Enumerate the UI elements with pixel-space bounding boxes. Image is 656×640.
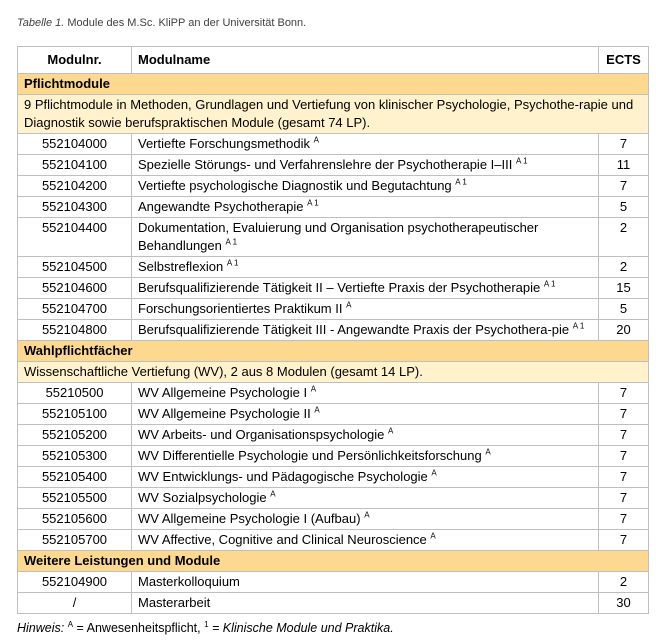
footnote-a-mark: A	[67, 619, 74, 629]
module-name-cell	[132, 404, 599, 425]
module-name: Masterkolloquium	[138, 574, 240, 589]
module-name: Berufsqualifizierende Tätigkeit III - Angewandte Praxis der Psychothera-pie	[138, 322, 570, 337]
module-name-cell	[132, 155, 599, 176]
module-marker: A 1	[515, 156, 528, 166]
module-name: Vertiefte psychologische Diagnostik und Begutachtung	[138, 178, 452, 193]
table-row	[18, 446, 649, 467]
module-marker: A	[310, 384, 317, 394]
module-ects: 7	[599, 530, 649, 551]
module-ects: 7	[599, 467, 649, 488]
section-header-row	[18, 74, 649, 95]
module-marker: A	[270, 489, 276, 499]
module-name: Vertiefte Forschungsmethodik	[138, 136, 310, 151]
module-name: WV Allgemeine Psychologie I	[138, 385, 308, 400]
module-number: 552105500	[18, 488, 132, 509]
table-row	[18, 488, 649, 509]
module-marker: A	[485, 447, 491, 457]
module-marker: A	[430, 531, 436, 541]
module-number: 552104100	[18, 155, 132, 176]
module-name: Berufsqualifizierende Tätigkeit II – Vertiefte Praxis der Psychotherapie	[138, 280, 541, 295]
module-name-cell	[132, 446, 599, 467]
module-name: Forschungsorientiertes Praktikum II	[138, 301, 343, 316]
module-ects: 30	[599, 593, 649, 614]
section-header-row	[18, 551, 649, 572]
section-title: Weitere Leistungen und Module	[18, 551, 649, 572]
module-name: Dokumentation, Evaluierung und Organisation psychotherapeutischer Behandlungen	[138, 220, 539, 253]
footnote-1-text: = Klinische Module und Praktika.	[208, 621, 394, 635]
module-number: 552105600	[18, 509, 132, 530]
module-name: Masterarbeit	[138, 595, 211, 610]
module-marker: A	[346, 300, 352, 310]
module-name-cell	[132, 257, 599, 278]
table-row	[18, 404, 649, 425]
module-number: 552104000	[18, 134, 132, 155]
module-ects: 15	[599, 278, 649, 299]
module-marker: A 1	[572, 321, 585, 331]
module-ects: 7	[599, 446, 649, 467]
module-marker: A 1	[226, 258, 239, 268]
table-row	[18, 218, 649, 257]
module-number: 552105300	[18, 446, 132, 467]
footnote-label: Hinweis:	[17, 621, 65, 635]
module-marker: A	[313, 135, 319, 145]
module-marker: A 1	[225, 237, 238, 247]
module-number: 55210500	[18, 383, 132, 404]
section-description: 9 Pflichtmodule in Methoden, Grundlagen und Vertiefung von klinischer Psychologie, Psychothe-rapie und Diagnostik sowie berufspraktischen Module (gesamt 74 LP).	[18, 95, 649, 134]
module-marker: A	[314, 405, 320, 415]
table-body	[18, 74, 649, 614]
module-name-cell	[132, 488, 599, 509]
module-ects: 7	[599, 488, 649, 509]
module-table	[17, 46, 649, 614]
module-number: 552105400	[18, 467, 132, 488]
section-title: Wahlpflichtfächer	[18, 341, 649, 362]
module-number: 552104300	[18, 197, 132, 218]
footnote-a-text: = Anwesenheitspflicht,	[73, 621, 205, 635]
module-ects: 7	[599, 425, 649, 446]
table-row	[18, 425, 649, 446]
header-modulname: Modulname	[132, 47, 599, 74]
module-name-cell	[132, 572, 599, 593]
module-ects: 20	[599, 320, 649, 341]
module-name-cell	[132, 425, 599, 446]
table-row	[18, 278, 649, 299]
module-name-cell	[132, 134, 599, 155]
table-row	[18, 155, 649, 176]
module-name-cell	[132, 299, 599, 320]
module-number: 552104400	[18, 218, 132, 257]
module-name-cell	[132, 197, 599, 218]
module-number: 552105700	[18, 530, 132, 551]
module-name: WV Arbeits- und Organisationspsychologie	[138, 427, 385, 442]
table-row	[18, 572, 649, 593]
section-description-row	[18, 95, 649, 134]
module-number: /	[18, 593, 132, 614]
module-name-cell	[132, 383, 599, 404]
table-row	[18, 383, 649, 404]
header-modulnr: Modulnr.	[18, 47, 132, 74]
module-name: Angewandte Psychotherapie	[138, 199, 304, 214]
module-name-cell	[132, 278, 599, 299]
module-ects: 7	[599, 509, 649, 530]
section-description: Wissenschaftliche Vertiefung (WV), 2 aus 8 Modulen (gesamt 14 LP).	[18, 362, 649, 383]
module-ects: 7	[599, 404, 649, 425]
footnote	[17, 620, 394, 636]
module-name-cell	[132, 218, 599, 257]
caption-prefix: Tabelle 1.	[17, 17, 65, 29]
module-name-cell	[132, 509, 599, 530]
module-ects: 2	[599, 218, 649, 257]
table-row	[18, 320, 649, 341]
table-row	[18, 530, 649, 551]
section-title: Pflichtmodule	[18, 74, 649, 95]
module-number: 552104600	[18, 278, 132, 299]
table-row	[18, 593, 649, 614]
table-row	[18, 134, 649, 155]
table-header-row	[18, 47, 649, 74]
module-marker: A 1	[307, 198, 319, 208]
module-marker: A	[388, 426, 394, 436]
section-header-row	[18, 341, 649, 362]
module-marker: A	[364, 510, 370, 520]
module-name: WV Allgemeine Psychologie I (Aufbau)	[138, 511, 361, 526]
module-name-cell	[132, 593, 599, 614]
module-number: 552104900	[18, 572, 132, 593]
module-ects: 11	[599, 155, 649, 176]
table-caption	[17, 17, 306, 29]
module-number: 552104800	[18, 320, 132, 341]
module-name-cell	[132, 176, 599, 197]
table-row	[18, 467, 649, 488]
module-name: WV Sozialpsychologie	[138, 490, 267, 505]
module-name-cell	[132, 467, 599, 488]
module-ects: 5	[599, 197, 649, 218]
module-name-cell	[132, 320, 599, 341]
module-ects: 2	[599, 257, 649, 278]
module-ects: 7	[599, 134, 649, 155]
table-row	[18, 176, 649, 197]
module-marker: A 1	[455, 177, 467, 187]
module-name: WV Allgemeine Psychologie II	[138, 406, 311, 421]
module-name: WV Affective, Cognitive and Clinical Neuroscience	[138, 532, 427, 547]
header-ects: ECTS	[599, 47, 649, 74]
module-number: 552104200	[18, 176, 132, 197]
section-description-row	[18, 362, 649, 383]
module-name: Spezielle Störungs- und Verfahrenslehre der Psychotherapie I–III	[138, 157, 513, 172]
module-number: 552105100	[18, 404, 132, 425]
module-ects: 7	[599, 176, 649, 197]
caption-text: Module des M.Sc. KliPP an der Universität Bonn.	[64, 17, 307, 29]
footnote-1-mark: 1	[204, 619, 209, 629]
table-row	[18, 257, 649, 278]
module-name: WV Differentielle Psychologie und Persönlichkeitsforschung	[138, 448, 482, 463]
table-row	[18, 197, 649, 218]
module-name: WV Entwicklungs- und Pädagogische Psychologie	[138, 469, 428, 484]
module-marker: A	[431, 468, 437, 478]
module-number: 552105200	[18, 425, 132, 446]
module-number: 552104500	[18, 257, 132, 278]
module-name: Selbstreflexion	[138, 259, 224, 274]
module-ects: 5	[599, 299, 649, 320]
module-ects: 2	[599, 572, 649, 593]
module-marker: A 1	[543, 279, 556, 289]
module-number: 552104700	[18, 299, 132, 320]
table-row	[18, 299, 649, 320]
module-ects: 7	[599, 383, 649, 404]
module-name-cell	[132, 530, 599, 551]
table-row	[18, 509, 649, 530]
